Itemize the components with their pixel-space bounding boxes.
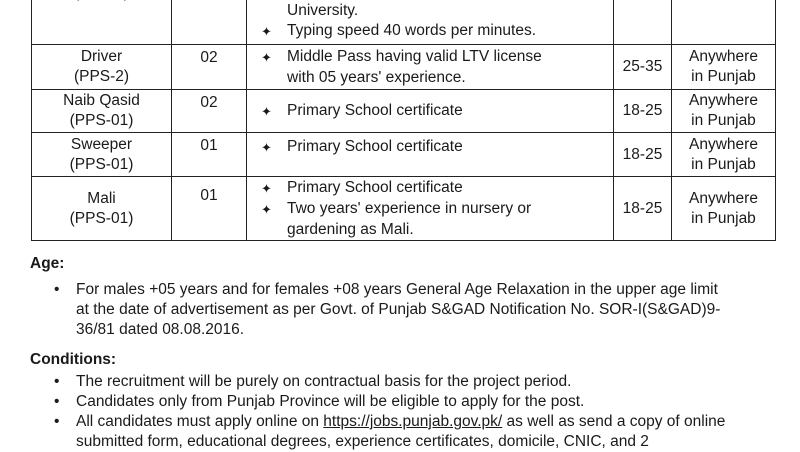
post-title: Sweeper	[70, 135, 133, 153]
bullet-icon	[30, 372, 76, 392]
place-line: Anywhere	[689, 48, 758, 65]
place-cell	[672, 133, 776, 177]
condition-suffix: as well as send a copy of online	[502, 413, 726, 430]
condition-line: submitted form, educational degrees, experience certificates, domicile, CNIC, and 2	[76, 433, 649, 450]
qualification-item	[261, 178, 613, 199]
age-line: at the date of advertisement as per Govt. of Punjab S&GAD Notification No. SOR-I(S&GAD)9-	[76, 301, 721, 318]
place-line: in Punjab	[691, 112, 756, 129]
age-heading: Age:	[30, 255, 65, 272]
age-cell: 25-35	[614, 45, 672, 90]
place-cell	[672, 177, 776, 241]
qualification-text: Typing speed 40 words per minutes.	[287, 22, 536, 39]
post-scale: (PPS-01)	[69, 155, 134, 173]
qualification-line: gardening as Mali.	[287, 220, 414, 238]
qualification-text: Primary School certificate	[287, 101, 463, 119]
post-cell	[32, 0, 172, 45]
list-item	[30, 280, 775, 340]
seats-cell	[172, 0, 247, 45]
place-cell	[672, 0, 776, 45]
post-scale	[32, 0, 171, 3]
qualification-item	[261, 137, 613, 158]
list-item	[30, 372, 775, 392]
post-cell	[32, 133, 172, 177]
qualification-text: Primary School certificate	[287, 178, 463, 196]
diamond-bullet-icon: ✦	[261, 103, 272, 119]
place-line: Anywhere	[689, 92, 758, 109]
jobs-portal-link[interactable]: https://jobs.punjab.gov.pk/	[323, 413, 503, 430]
conditions-section	[30, 350, 775, 452]
age-cell	[614, 0, 672, 45]
place-cell	[672, 90, 776, 133]
place-cell	[672, 45, 776, 90]
diamond-bullet-icon: ✦	[261, 24, 272, 39]
place-line: Anywhere	[689, 135, 758, 153]
seats-cell: 01	[172, 133, 247, 177]
post-cell	[32, 177, 172, 241]
table-row	[32, 90, 776, 133]
list-item	[30, 392, 775, 412]
post-cell	[32, 45, 172, 90]
qualification-item	[261, 21, 613, 42]
table-row	[32, 133, 776, 177]
age-section	[30, 254, 775, 340]
diamond-bullet-icon: ✦	[261, 140, 272, 155]
diamond-bullet-icon: ✦	[261, 201, 272, 217]
age-line: For males +05 years and for females +08 years General Age Relaxation in the upper age limit	[76, 281, 718, 298]
post-scale: (PPS-01)	[69, 112, 134, 129]
place-line: Anywhere	[689, 189, 758, 207]
qualification-line: with 05 years' experience.	[287, 68, 466, 86]
place-line: in Punjab	[691, 155, 756, 173]
bullet-icon	[30, 412, 76, 452]
age-item-text	[76, 280, 775, 340]
post-title: Mali	[87, 189, 116, 207]
qualification-item	[261, 101, 613, 122]
qualification-cell	[247, 45, 614, 90]
condition-text: The recruitment will be purely on contractual basis for the project period.	[76, 373, 572, 390]
qualification-line: University.	[287, 2, 359, 19]
bullet-icon	[30, 280, 76, 340]
age-line: 36/81 dated 08.08.2016.	[76, 321, 245, 338]
qualification-item	[261, 47, 613, 68]
age-cell: 18-25	[614, 133, 672, 177]
qualification-cell	[247, 90, 614, 133]
qualification-cell	[247, 177, 614, 241]
qualification-cell	[247, 0, 614, 45]
qualification-text: Middle Pass having valid LTV license	[287, 47, 542, 65]
conditions-heading: Conditions:	[30, 351, 117, 368]
seats-cell: 02	[172, 90, 247, 133]
post-title: Naib Qasid	[63, 92, 140, 109]
qualification-item	[261, 199, 613, 220]
post-scale: (PPS-01)	[69, 209, 134, 227]
bullet-icon	[30, 392, 76, 412]
qualification-cell	[247, 133, 614, 177]
table-row	[32, 0, 776, 45]
diamond-bullet-icon: ✦	[261, 180, 272, 196]
diamond-bullet-icon: ✦	[261, 49, 272, 65]
post-cell	[32, 90, 172, 133]
table-row	[32, 45, 776, 90]
jobs-table	[31, 0, 776, 241]
condition-prefix: All candidates must apply online on	[76, 413, 324, 430]
qualification-text: Two years' experience in nursery or	[287, 199, 532, 217]
table-row	[32, 177, 776, 241]
condition-text: Candidates only from Punjab Province will be eligible to apply for the post.	[76, 393, 585, 410]
seats-cell: 02	[172, 45, 247, 90]
post-scale: (PPS-2)	[73, 68, 130, 85]
post-title: Driver	[80, 48, 123, 65]
age-cell: 18-25	[614, 90, 672, 133]
seats-cell: 01	[172, 177, 247, 241]
place-line: in Punjab	[691, 68, 756, 85]
place-line: in Punjab	[691, 209, 756, 227]
list-item	[30, 412, 775, 452]
qualification-text: Primary School certificate	[287, 138, 463, 155]
age-cell: 18-25	[614, 177, 672, 241]
condition-text	[76, 412, 775, 452]
